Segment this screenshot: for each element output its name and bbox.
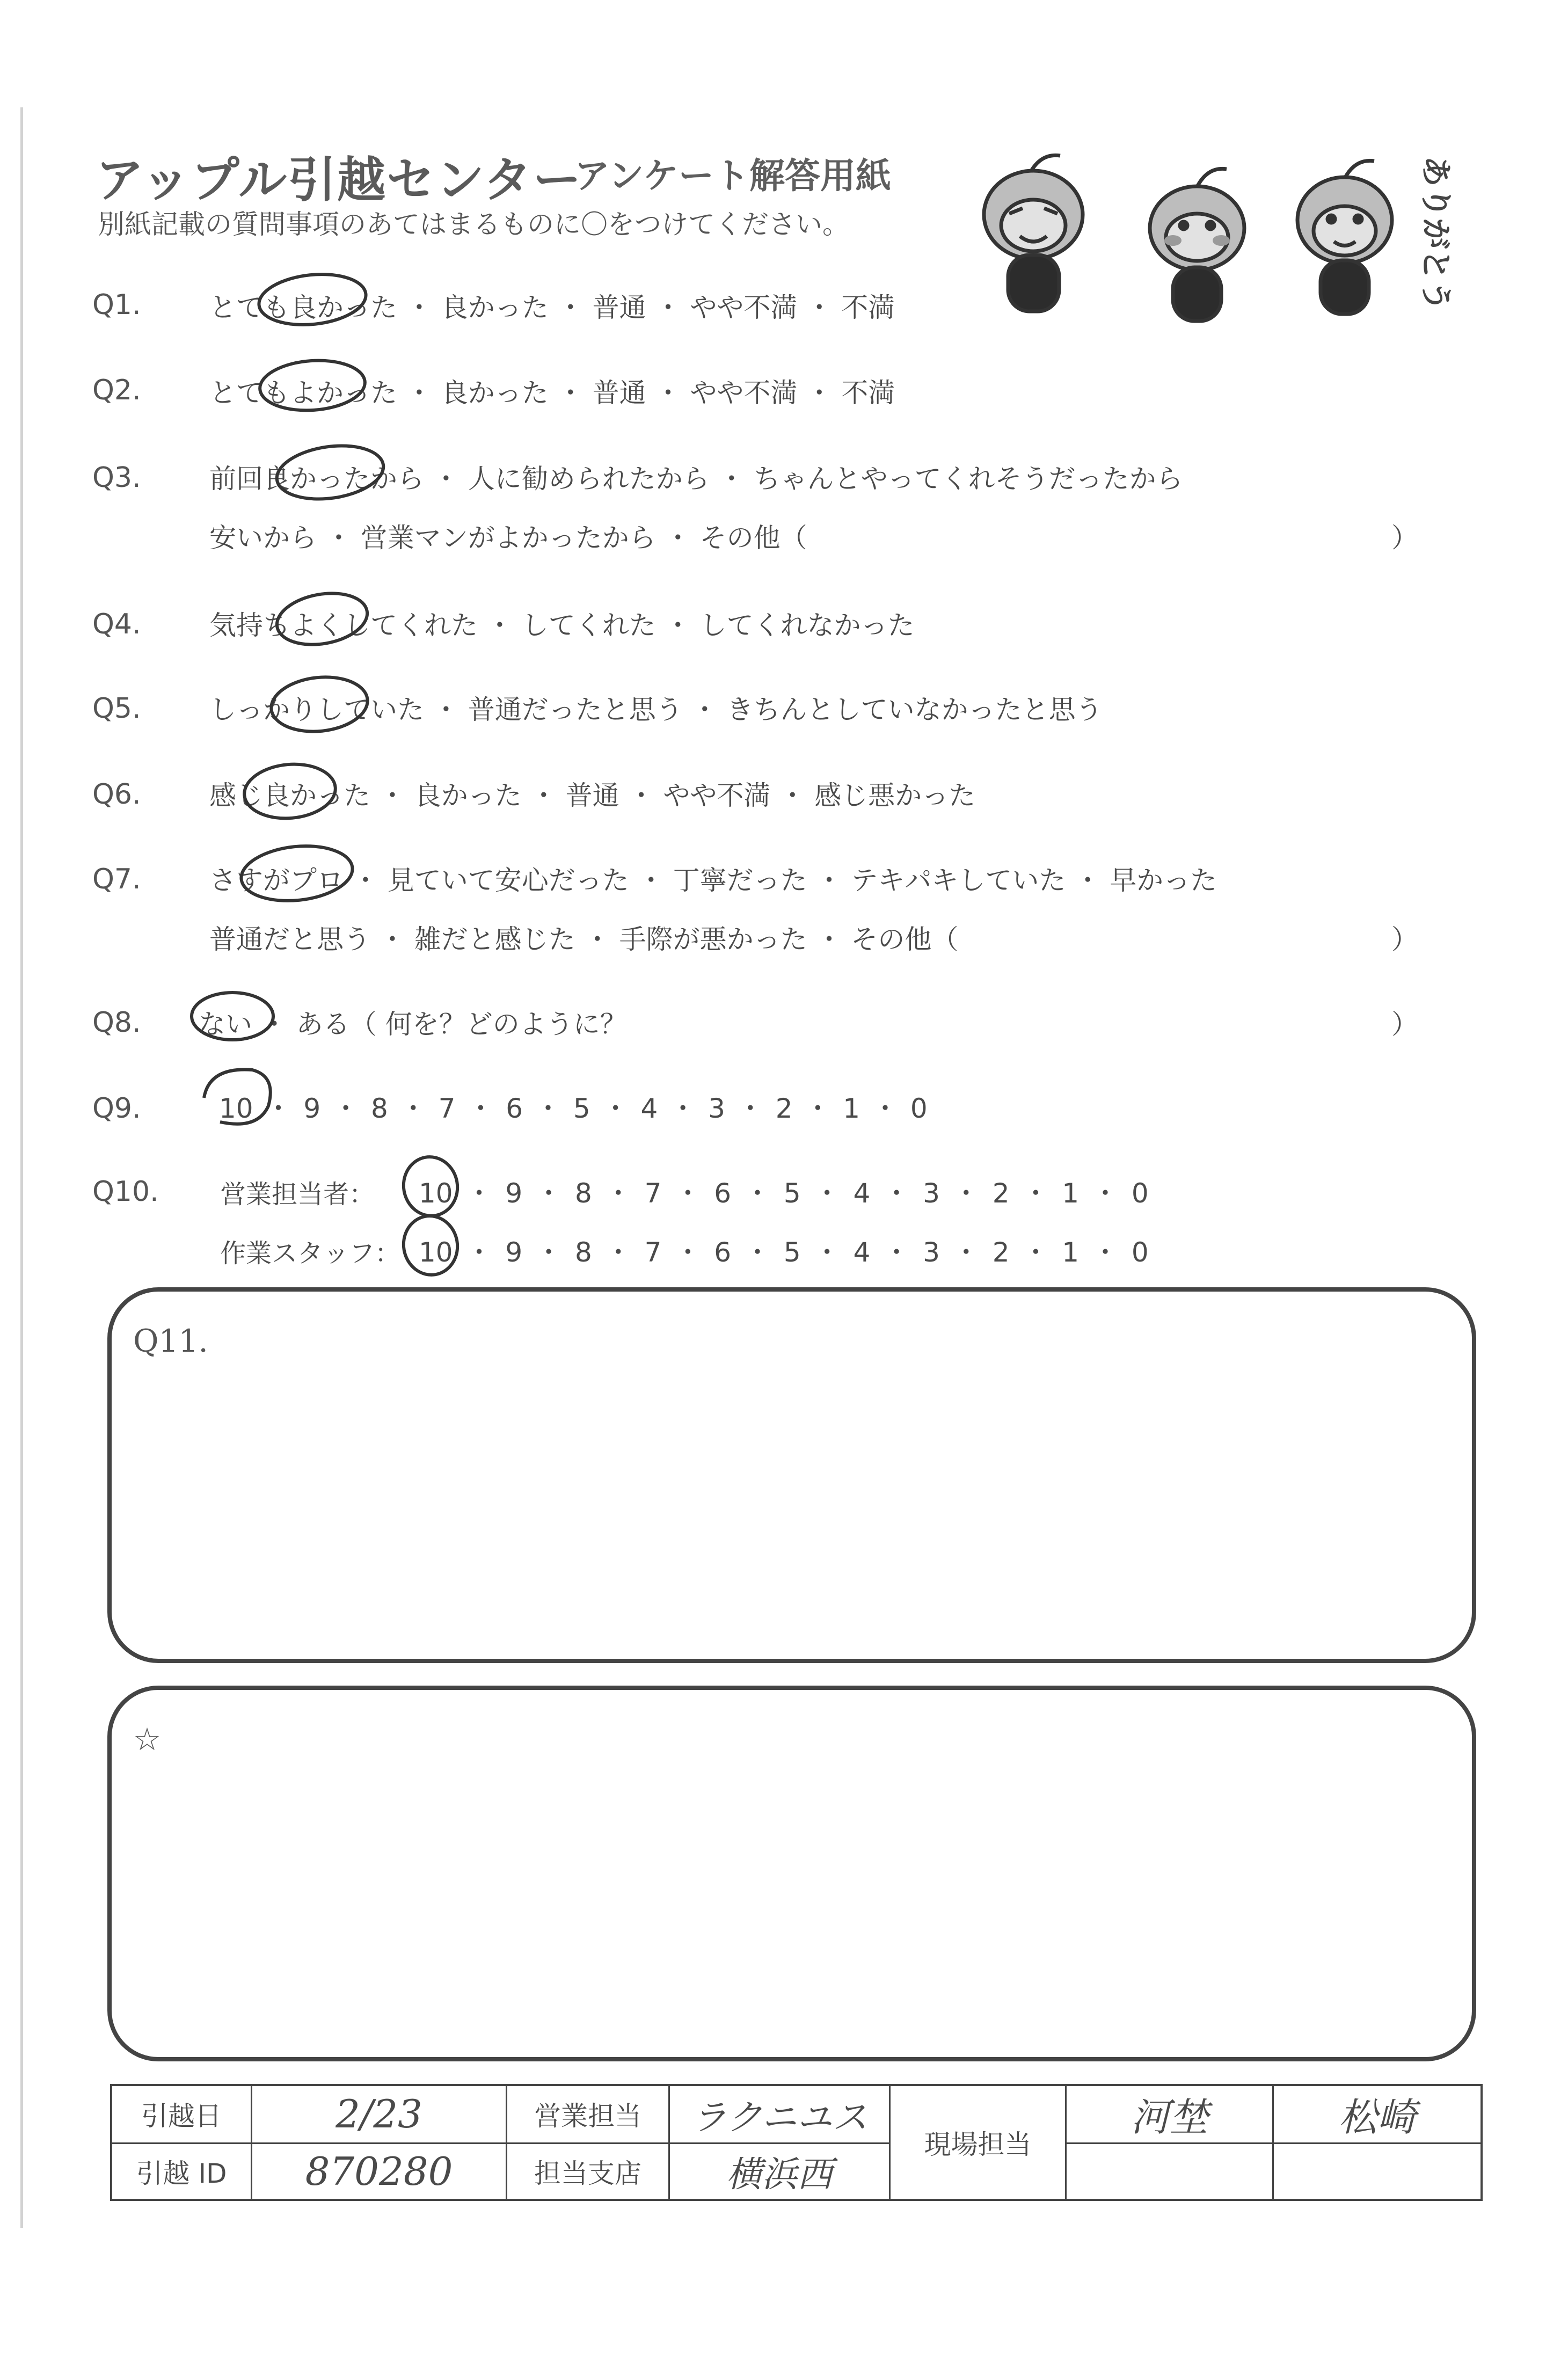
q4-label: Q4. xyxy=(92,608,141,640)
q7-options: さすがプロ ・ 見ていて安心だった ・ 丁寧だった ・ テキパキしていた ・ 早かった xyxy=(209,865,1217,896)
q10-staff-score-6[interactable]: 6 xyxy=(714,1237,732,1268)
q10-sales-score-4[interactable]: 4 xyxy=(853,1178,871,1209)
site-staff-label: 現場担当 xyxy=(890,2085,1066,2200)
q5-label: Q5. xyxy=(92,692,141,725)
q8-options: ない ・ ある（ 何を？どのように？ xyxy=(199,1009,627,1040)
q10-sales-score-5[interactable]: 5 xyxy=(783,1178,801,1209)
q5-option-1[interactable]: しっかりしていた xyxy=(209,694,424,725)
q3-option-other[interactable]: その他（ xyxy=(699,522,807,553)
site-staff-1-extra[interactable] xyxy=(1066,2143,1273,2200)
q6-option-3[interactable]: 普通 xyxy=(565,780,619,811)
q2-option-2[interactable]: 良かった xyxy=(441,377,549,409)
q11-comment-box[interactable] xyxy=(107,1287,1476,1663)
q3-option-3[interactable]: ちゃんとやってくれそうだったから xyxy=(753,463,1183,494)
q10-staff-score-0[interactable]: 0 xyxy=(1131,1237,1149,1268)
company-title: アップル引越センター xyxy=(96,152,582,208)
q3-option-1[interactable]: 前回良かったから xyxy=(209,463,424,494)
monkey-mascot-left xyxy=(984,155,1083,311)
monkey-mascot-right xyxy=(1297,161,1392,314)
q9-score-3[interactable]: 3 xyxy=(708,1093,725,1124)
q10-label: Q10. xyxy=(92,1176,159,1208)
move-date-value[interactable]: 2/23 xyxy=(252,2085,507,2143)
q10-sales-score-7[interactable]: 7 xyxy=(644,1178,662,1209)
q10-sales-score-10[interactable]: 10 xyxy=(419,1178,453,1209)
q2-option-3[interactable]: 普通 xyxy=(592,377,646,409)
q9-score-8[interactable]: 8 xyxy=(371,1093,388,1124)
q5-option-2[interactable]: 普通だったと思う xyxy=(468,694,683,725)
q9-score-7[interactable]: 7 xyxy=(438,1093,456,1124)
q9-score-6[interactable]: 6 xyxy=(506,1093,523,1124)
q6-options: 感じ良かった ・ 良かった ・ 普通 ・ やや不満 ・ 感じ悪かった xyxy=(209,780,976,811)
scan-edge-line xyxy=(20,107,23,2228)
monkey-mascot-center xyxy=(1150,169,1244,321)
q1-option-2[interactable]: 良かった xyxy=(441,292,549,323)
q1-options: とても良かった ・ 良かった ・ 普通 ・ やや不満 ・ 不満 xyxy=(209,292,895,323)
q9-score-9[interactable]: 9 xyxy=(303,1093,321,1124)
q9-score-5[interactable]: 5 xyxy=(573,1093,590,1124)
q7-option-4[interactable]: テキパキしていた xyxy=(851,865,1066,896)
sales-rep-label: 営業担当 xyxy=(507,2085,669,2143)
q7-label: Q7. xyxy=(92,863,141,895)
q7-option-other[interactable]: その他（ xyxy=(851,924,959,955)
q10-staff-score-3[interactable]: 3 xyxy=(923,1237,940,1268)
q9-score-10[interactable]: 10 xyxy=(219,1093,253,1124)
q3-label: Q3. xyxy=(92,462,141,494)
q8-option-some[interactable]: ある（ 何を？どのように？ xyxy=(296,1009,627,1040)
q4-options: 気持ちよくしてくれた ・ してくれた ・ してくれなかった xyxy=(209,610,915,641)
q6-option-4[interactable]: やや不満 xyxy=(663,780,771,811)
q7-option-6[interactable]: 普通だと思う xyxy=(209,924,370,955)
q10-staff-score-5[interactable]: 5 xyxy=(783,1237,801,1268)
q1-option-3[interactable]: 普通 xyxy=(592,292,646,323)
q1-option-5[interactable]: 不満 xyxy=(841,292,895,323)
q6-option-1[interactable]: 感じ良かった xyxy=(209,780,370,811)
q1-option-1[interactable]: とても良かった xyxy=(209,292,397,323)
q2-option-5[interactable]: 不満 xyxy=(841,377,895,409)
q11-label: Q11. xyxy=(133,1323,208,1359)
branch-value[interactable]: 横浜西 xyxy=(669,2143,890,2200)
q3-option-5[interactable]: 営業マンがよかったから xyxy=(360,522,656,553)
q10-sales-score-9[interactable]: 9 xyxy=(505,1178,523,1209)
q9-scale: 10 ・ 9 ・ 8 ・ 7 ・ 6 ・ 5 ・ 4 ・ 3 ・ 2 ・ 1 ・ 0 xyxy=(219,1093,928,1124)
move-date-label: 引越日 xyxy=(111,2085,252,2143)
star-label: ☆ xyxy=(133,1721,161,1758)
q9-score-4[interactable]: 4 xyxy=(640,1093,658,1124)
q2-options: とてもよかった ・ 良かった ・ 普通 ・ やや不満 ・ 不満 xyxy=(209,377,895,409)
site-staff-1-value[interactable]: 河埜 xyxy=(1066,2085,1273,2143)
q10-sales-score-3[interactable]: 3 xyxy=(923,1178,940,1209)
form-title: アンケート解答用紙 xyxy=(574,155,892,196)
q10-sales-score-8[interactable]: 8 xyxy=(575,1178,592,1209)
q3-options-line2: 安いから ・ 営業マンがよかったから ・ その他（ xyxy=(209,522,807,553)
q10-sales-score-2[interactable]: 2 xyxy=(992,1178,1010,1209)
q3-paren-close: ） xyxy=(1391,522,1418,553)
q4-option-2[interactable]: してくれた xyxy=(521,610,656,641)
q7-option-7[interactable]: 雑だと感じた xyxy=(414,924,575,955)
q1-label: Q1. xyxy=(92,289,141,321)
q9-score-2[interactable]: 2 xyxy=(775,1093,793,1124)
q10-staff-score-2[interactable]: 2 xyxy=(992,1237,1010,1268)
site-staff-2-value[interactable]: 松崎 xyxy=(1273,2085,1482,2143)
q9-score-0[interactable]: 0 xyxy=(910,1093,928,1124)
q10-staff-score-7[interactable]: 7 xyxy=(644,1237,662,1268)
star-comment-box[interactable] xyxy=(107,1686,1476,2061)
q4-option-3[interactable]: してくれなかった xyxy=(699,610,915,641)
site-staff-2-extra[interactable] xyxy=(1273,2143,1482,2200)
q2-label: Q2. xyxy=(92,374,141,406)
sales-rep-value[interactable]: ラクニユス xyxy=(669,2085,890,2143)
q10-staff-score-1[interactable]: 1 xyxy=(1062,1237,1080,1268)
q5-options: しっかりしていた ・ 普通だったと思う ・ きちんとしていなかったと思う xyxy=(209,694,1103,725)
q7-option-1[interactable]: さすがプロ xyxy=(209,865,344,896)
mascot-thanks-text: ありがとう xyxy=(1418,156,1454,312)
q8-option-none[interactable]: ない xyxy=(199,1009,252,1040)
footer-info-table xyxy=(110,2084,1483,2201)
q6-option-2[interactable]: 良かった xyxy=(414,780,522,811)
q8-paren-close: ） xyxy=(1391,1009,1418,1040)
q10-staff-score-10[interactable]: 10 xyxy=(419,1237,453,1268)
q6-label: Q6. xyxy=(92,778,141,811)
q3-options: 前回良かったから ・ 人に勧められたから ・ ちゃんとやってくれそうだったから xyxy=(209,463,1183,494)
q10-sales-scale: 10 ・ 9 ・ 8 ・ 7 ・ 6 ・ 5 ・ 4 ・ 3 ・ 2 ・ 1 ・ 0 xyxy=(419,1178,1149,1209)
q9-score-1[interactable]: 1 xyxy=(843,1093,860,1124)
q10-staff-score-9[interactable]: 9 xyxy=(505,1237,523,1268)
q2-option-1[interactable]: とてもよかった xyxy=(209,377,397,409)
q10-sales-score-0[interactable]: 0 xyxy=(1131,1178,1149,1209)
q1-option-4[interactable]: やや不満 xyxy=(690,292,798,323)
instruction-text: 別紙記載の質問事項のあてはまるものに〇をつけてください。 xyxy=(98,209,849,240)
q2-option-4[interactable]: やや不満 xyxy=(690,377,798,409)
q10-staff-label: 作業スタッフ： xyxy=(220,1238,401,1269)
q4-option-1[interactable]: 気持ちよくしてくれた xyxy=(209,610,478,641)
monkey-mascots-illustration xyxy=(966,145,1454,338)
q7-options-line2: 普通だと思う ・ 雑だと感じた ・ 手際が悪かった ・ その他（ xyxy=(209,924,959,955)
q7-paren-close: ） xyxy=(1391,924,1418,955)
q5-option-3[interactable]: きちんとしていなかったと思う xyxy=(726,694,1103,725)
q10-sales-score-1[interactable]: 1 xyxy=(1062,1178,1080,1209)
q10-sales-score-6[interactable]: 6 xyxy=(714,1178,732,1209)
q10-staff-score-8[interactable]: 8 xyxy=(575,1237,592,1268)
q6-option-5[interactable]: 感じ悪かった xyxy=(814,780,976,811)
q7-option-3[interactable]: 丁寧だった xyxy=(673,865,807,896)
q8-label: Q8. xyxy=(92,1007,141,1039)
q10-sales-label: 営業担当者： xyxy=(220,1179,375,1209)
q7-option-2[interactable]: 見ていて安心だった xyxy=(387,865,629,896)
move-id-value[interactable]: 870280 xyxy=(252,2143,507,2200)
q3-option-4[interactable]: 安いから xyxy=(209,522,317,553)
q3-option-2[interactable]: 人に勧められたから xyxy=(468,463,710,494)
q7-option-5[interactable]: 早かった xyxy=(1110,865,1217,896)
move-id-label: 引越 ID xyxy=(111,2143,252,2200)
q9-label: Q9. xyxy=(92,1092,141,1125)
q10-staff-scale: 10 ・ 9 ・ 8 ・ 7 ・ 6 ・ 5 ・ 4 ・ 3 ・ 2 ・ 1 ・ 0 xyxy=(419,1237,1149,1268)
q10-staff-score-4[interactable]: 4 xyxy=(853,1237,871,1268)
branch-label: 担当支店 xyxy=(507,2143,669,2200)
q7-option-8[interactable]: 手際が悪かった xyxy=(619,924,807,955)
